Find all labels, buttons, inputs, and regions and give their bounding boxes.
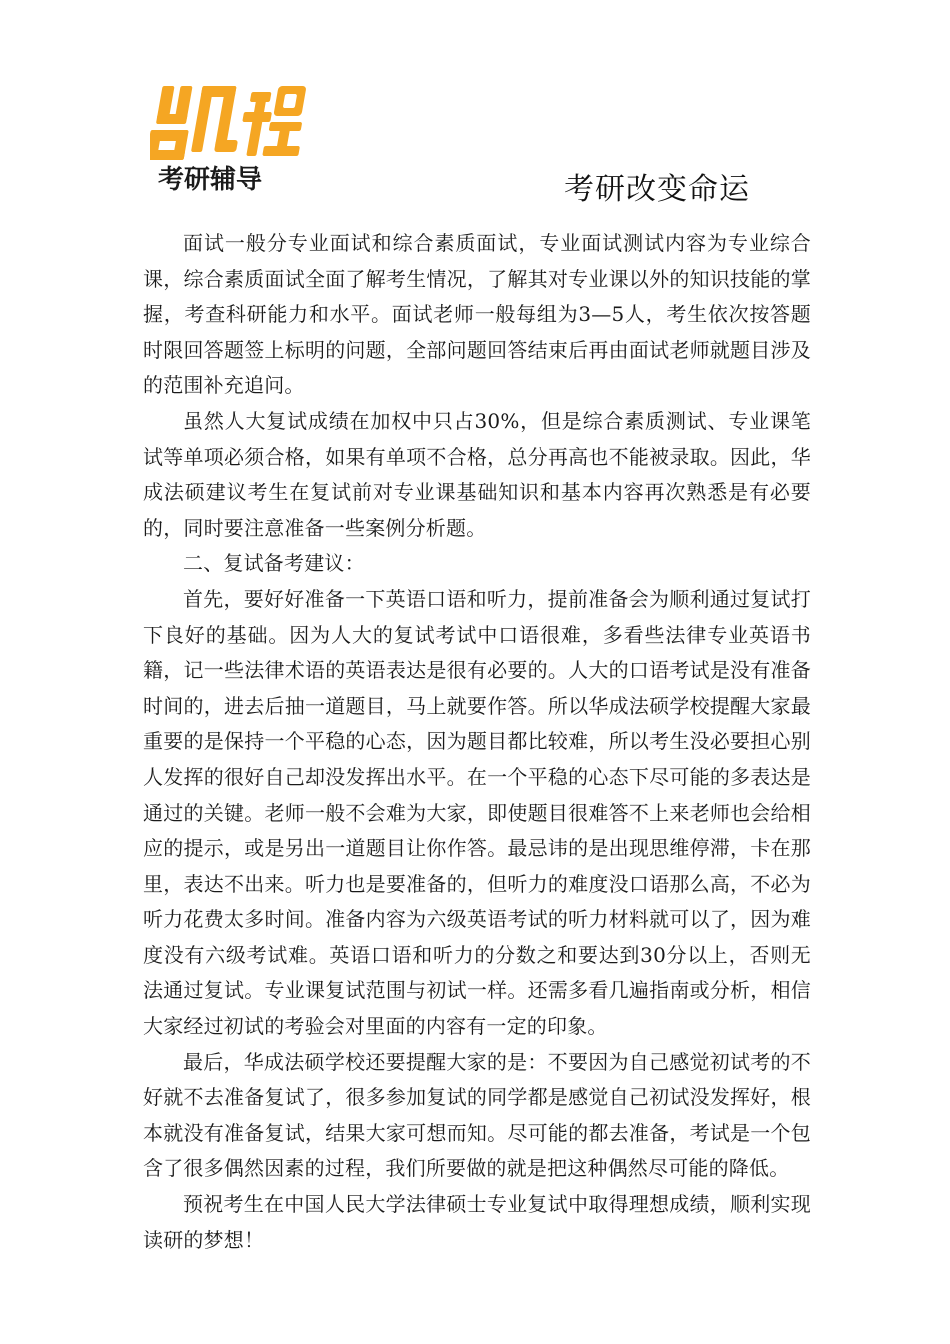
paragraph-final-reminder: 最后，华成法硕学校还要提醒大家的是：不要因为自己感觉初试考的不好就不去准备复试了，很多参加复试的同学都是感觉自己初试没发挥好，根本就没有准备复试，结果大家可想而知。尽可能的都去准备，考试是一个包含了很多偶然因素的过程，我们所要做的就是把这种偶然尽可能的降低。 bbox=[143, 1049, 811, 1181]
page-header bbox=[0, 0, 950, 215]
slogan: 考研改变命运 bbox=[564, 172, 750, 207]
paragraph-english-oral: 首先，要好好准备一下英语口语和听力，提前准备会为顺利通过复试打下良好的基础。因为人大的复试考试中口语很难，多看些法律专业英语书籍，记一些法律术语的英语表达是很有必要的。人大的口语考试是没有准备时间的，进去后抽一道题目，马上就要作答。所以华成法硕学校提醒大家最重要的是保持一个平稳的心态，因为题目都比较难，所以考生没必要担心别人发挥的很好自己却没发挥出水平。在一个平稳的心态下尽可能的多表达是通过的关键。老师一般不会难为大家，即使题目很难答不上来老师也会给相应的提示，或是另出一道题目让你作答。最忌讳的是出现思维停滞，卡在那里，表达不出来。听力也是要准备的，但听力的难度没口语那么高，不必为听力花费太多时间。准备内容为六级英语考试的听力材料就可以了，因为难度没有六级考试难。英语口语和听力的分数之和要达到30分以上，否则无法通过复试。专业课复试范围与初试一样。还需多看几遍指南或分析，相信大家经过初试的考验会对里面的内容有一定的印象。 bbox=[143, 586, 811, 1039]
article-body bbox=[143, 226, 811, 1258]
kaicheng-logo bbox=[150, 78, 310, 196]
svg-text:考研辅导: 考研辅导 bbox=[158, 165, 263, 195]
paragraph-score-weight: 虽然人大复试成绩在加权中只占30%，但是综合素质测试、专业课笔试等单项必须合格，如果有单项不合格，总分再高也不能被录取。因此，华成法硕建议考生在复试前对专业课基础知识和基本内容再次熟悉是有必要的，同时要注意准备一些案例分析题。 bbox=[143, 408, 811, 540]
paragraph-interview-format: 面试一般分专业面试和综合素质面试，专业面试测试内容为专业综合课，综合素质面试全面了解考生情况，了解其对专业课以外的知识技能的掌握，考查科研能力和水平。面试老师一般每组为3—5人，考生依次按答题时限回答题签上标明的问题，全部问题回答结束后再由面试老师就题目涉及的范围补充追问。 bbox=[143, 231, 811, 398]
paragraph-wishes: 预祝考生在中国人民大学法律硕士专业复试中取得理想成绩，顺利实现读研的梦想！ bbox=[143, 1192, 811, 1252]
section-heading-advice: 二、复试备考建议： bbox=[183, 551, 365, 576]
